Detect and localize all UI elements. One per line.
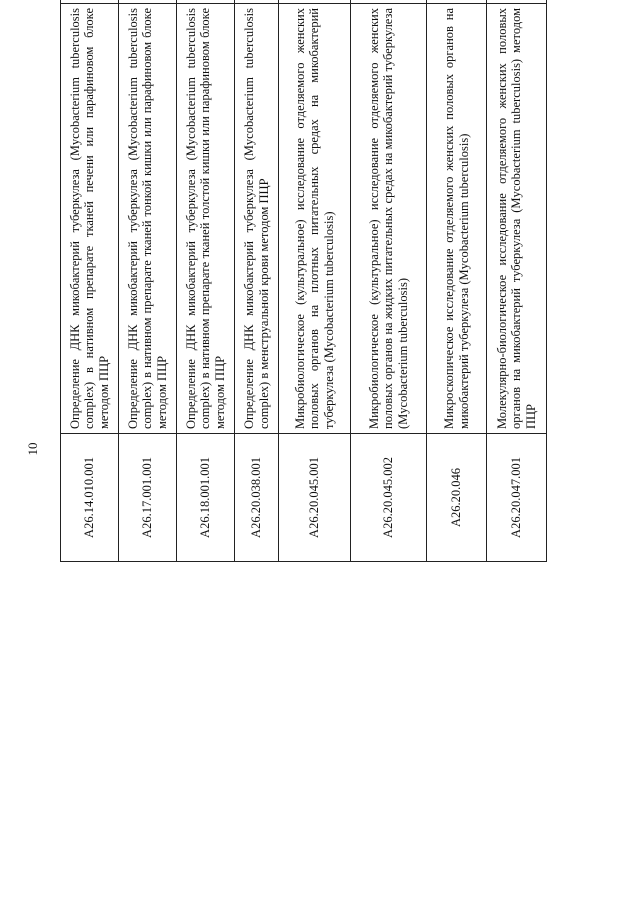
service-name: Определение ДНК микобактерий туберкулеза (Mycobacterium tuberculosis complex) в нативном препарате тканей толстой кишки или парафиновом блоке методом ПЦР [177, 4, 235, 434]
table-area [60, 8, 580, 882]
table-row [235, 0, 279, 562]
table-row [279, 0, 351, 562]
table-row [177, 0, 235, 562]
service-name: Определение ДНК микобактерий туберкулеза (Mycobacterium tuberculosis complex) в менструальной крови методом ПЦР [235, 4, 279, 434]
service-code: A26.20.047.001 [487, 434, 547, 562]
frequency-value [351, 0, 427, 4]
service-code: A26.20.045.002 [351, 434, 427, 562]
service-code: A26.20.045.001 [279, 434, 351, 562]
table-row [487, 0, 547, 562]
table-row [61, 0, 119, 562]
table-row [427, 0, 487, 562]
service-name: Молекулярно-биологическое исследование отделяемого женских половых органов на микобактерий туберкулеза (Mycobacterium tuberculosis) методом ПЦР [487, 4, 547, 434]
service-code: A26.14.010.001 [61, 434, 119, 562]
service-code: A26.18.001.001 [177, 434, 235, 562]
service-name: Микроскопическое исследование отделяемого женских половых органов на микобактерий туберкулеза (Mycobacterium tuberculosis) [427, 4, 487, 434]
frequency-value [235, 0, 279, 4]
frequency-value [487, 0, 547, 4]
frequency-value [279, 0, 351, 4]
service-code: A26.20.046 [427, 434, 487, 562]
service-name: Микробиологическое (культуральное) исследование отделяемого женских половых органов на плотных питательных средах на микобактерий туберкулеза (Mycobacterium tuberculosis) [279, 4, 351, 434]
frequency-value [177, 0, 235, 4]
services-table [60, 0, 547, 562]
service-name: Определение ДНК микобактерий туберкулеза (Mycobacterium tuberculosis complex) в нативном препарате тканей печени или парафиновом блоке методом ПЦР [61, 4, 119, 434]
service-name: Определение ДНК микобактерий туберкулеза (Mycobacterium tuberculosis complex) в нативном препарате тканей тонкой кишки или парафиновом блоке методом ПЦР [119, 4, 177, 434]
frequency-value [61, 0, 119, 4]
frequency-value [119, 0, 177, 4]
table-row [119, 0, 177, 562]
table-row [351, 0, 427, 562]
table-rotated-frame [60, 0, 580, 562]
service-name: Микробиологическое (культуральное) исследование отделяемого женских половых органов на жидких питательных средах на микобактерий туберкулеза (Mycobacterium tuberculosis) [351, 4, 427, 434]
service-code: A26.20.038.001 [235, 434, 279, 562]
service-code: A26.17.001.001 [119, 434, 177, 562]
frequency-value [427, 0, 487, 4]
page-number: 10 [25, 442, 40, 456]
